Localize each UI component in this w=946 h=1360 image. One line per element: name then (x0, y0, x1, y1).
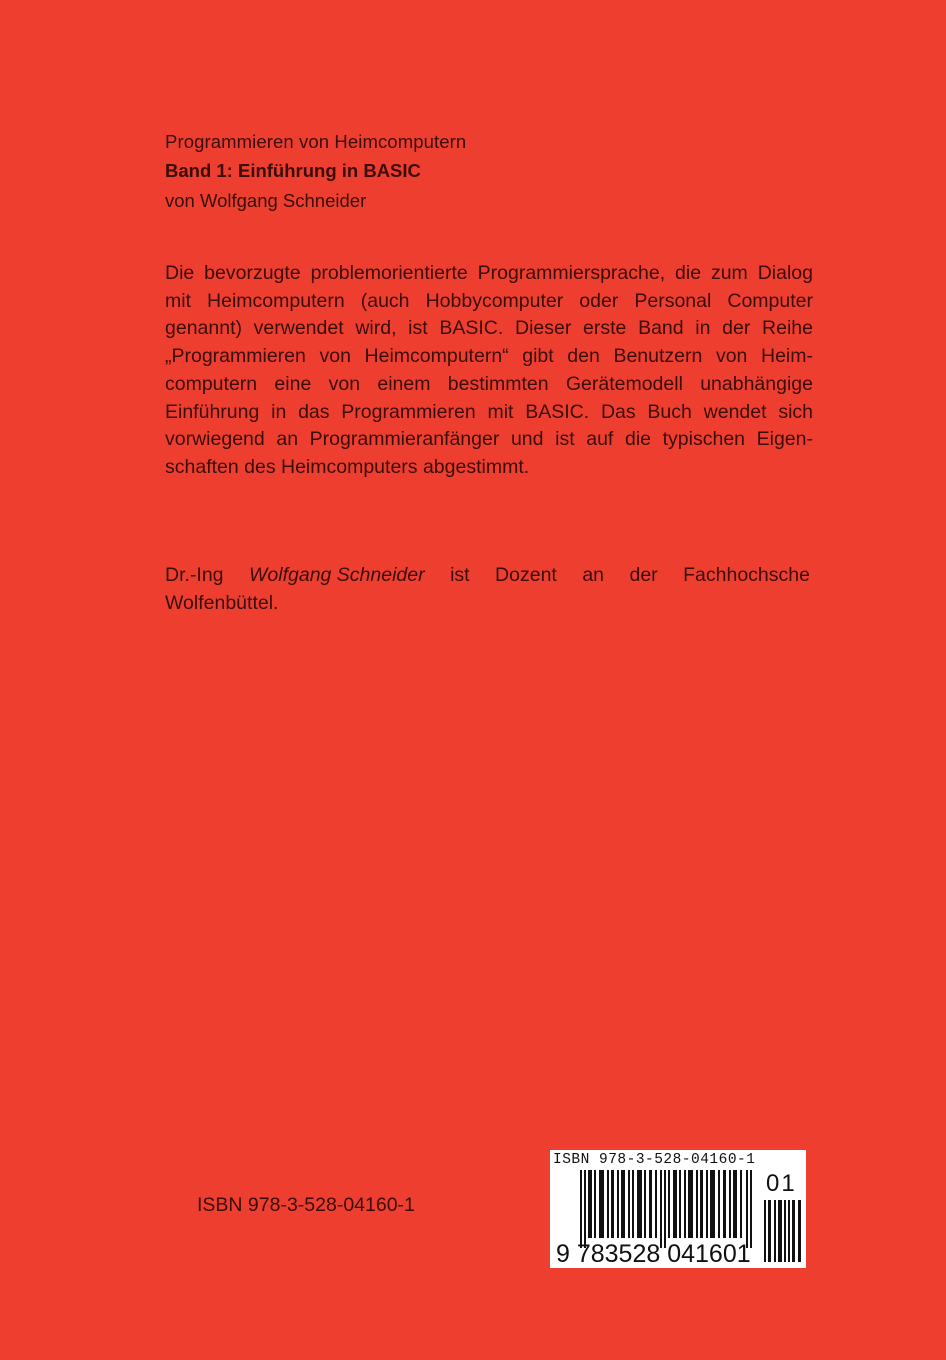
blurb-paragraph (165, 260, 813, 482)
author-bio-line-1 (165, 562, 810, 590)
blurb-line: mit Heimcomputern (auch Hobbycomputer oder Personal Computer (165, 289, 813, 312)
bio-word: Fachhochsche (683, 564, 810, 586)
author-line: von Wolfgang Schneider (165, 190, 367, 211)
author-bio (165, 562, 810, 617)
author-name: Wolfgang Schneider (249, 564, 425, 586)
barcode-addon-bars-icon (764, 1200, 801, 1262)
blurb-line: Die bevorzugte problemorientierte Programmiersprache, die zum Dialog (165, 262, 813, 284)
bio-word: Dozent (495, 564, 557, 586)
bio-word: der (629, 564, 658, 586)
blurb-line: Einführung in das Programmieren mit BASIC. Das Buch wendet sich (165, 400, 813, 423)
barcode-digits: 9 783528 041601 (556, 1240, 751, 1268)
author-bio-line-2: Wolfenbüttel. (165, 591, 279, 614)
author-title: Dr.-Ing (165, 564, 224, 586)
series-title: Programmieren von Heimcomputern (165, 131, 467, 152)
volume-title: Band 1: Einführung in BASIC (165, 160, 421, 181)
barcode-addon-label: 01 (766, 1170, 797, 1197)
blurb-line: genannt) verwendet wird, ist BASIC. Dieser erste Band in der Reihe (165, 317, 813, 340)
barcode (550, 1150, 806, 1268)
barcode-isbn-label: ISBN 978-3-528-04160-1 (553, 1152, 756, 1168)
bio-word: an (582, 564, 605, 586)
blurb-line: schaften des Heimcomputers abgestimmt. (165, 455, 530, 478)
blurb-line: vorwiegend an Programmieranfänger und ist auf die typischen Eigen- (165, 428, 813, 451)
blurb-line: computern eine von einem bestimmten Gerätemodell unabhängige (165, 372, 813, 395)
isbn-text: ISBN 978-3-528-04160-1 (197, 1194, 415, 1216)
barcode-bars-icon (580, 1170, 752, 1248)
bio-word: ist (450, 564, 470, 586)
blurb-line: „Programmieren von Heimcomputern“ gibt den Benutzern von Heim- (165, 345, 813, 368)
